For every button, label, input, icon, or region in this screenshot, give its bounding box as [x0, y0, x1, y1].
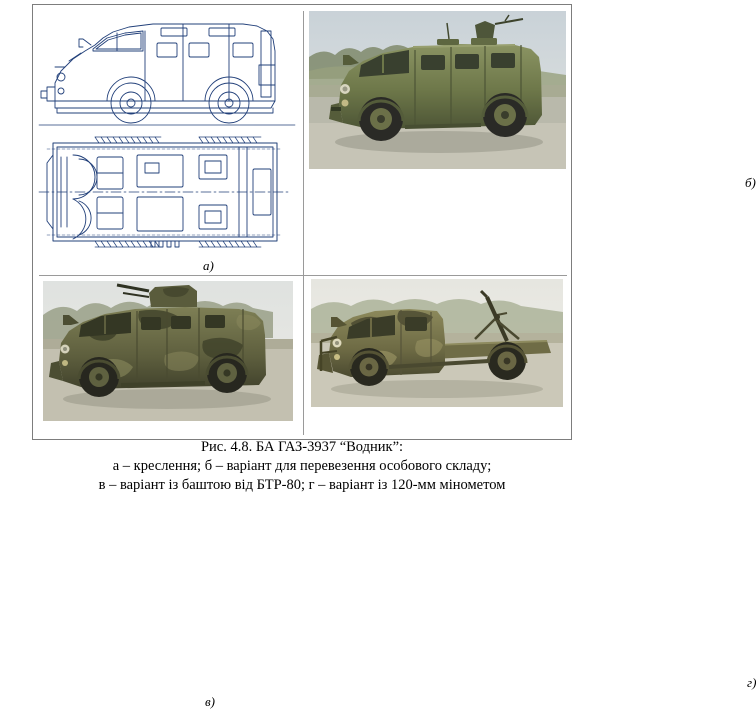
caption-line-1: Рис. 4.8. БА ГАЗ-3937 “Водник”: [200, 439, 404, 455]
photo-camo-mortar-vehicle [311, 279, 563, 407]
panel-a-label: а) [203, 258, 214, 273]
photo-camo-turret-vehicle [43, 281, 293, 421]
panel-b [303, 5, 756, 275]
figure-caption [32, 438, 572, 495]
panel-g-label: г) [747, 675, 756, 690]
caption-line-2: а – креслення; б – варіант для перевезення особового складу; [112, 458, 492, 474]
panel-b-label: б) [745, 175, 756, 190]
photo-green-vehicle [309, 11, 566, 169]
caption-line-3: в – варіант із баштою від БТР-80; г – варіант із 120-мм мінометом [98, 477, 506, 493]
vehicle-line-drawing [33, 5, 303, 255]
panel-g [303, 275, 756, 690]
panel-a [33, 5, 303, 275]
panel-v-label: в) [205, 694, 215, 709]
